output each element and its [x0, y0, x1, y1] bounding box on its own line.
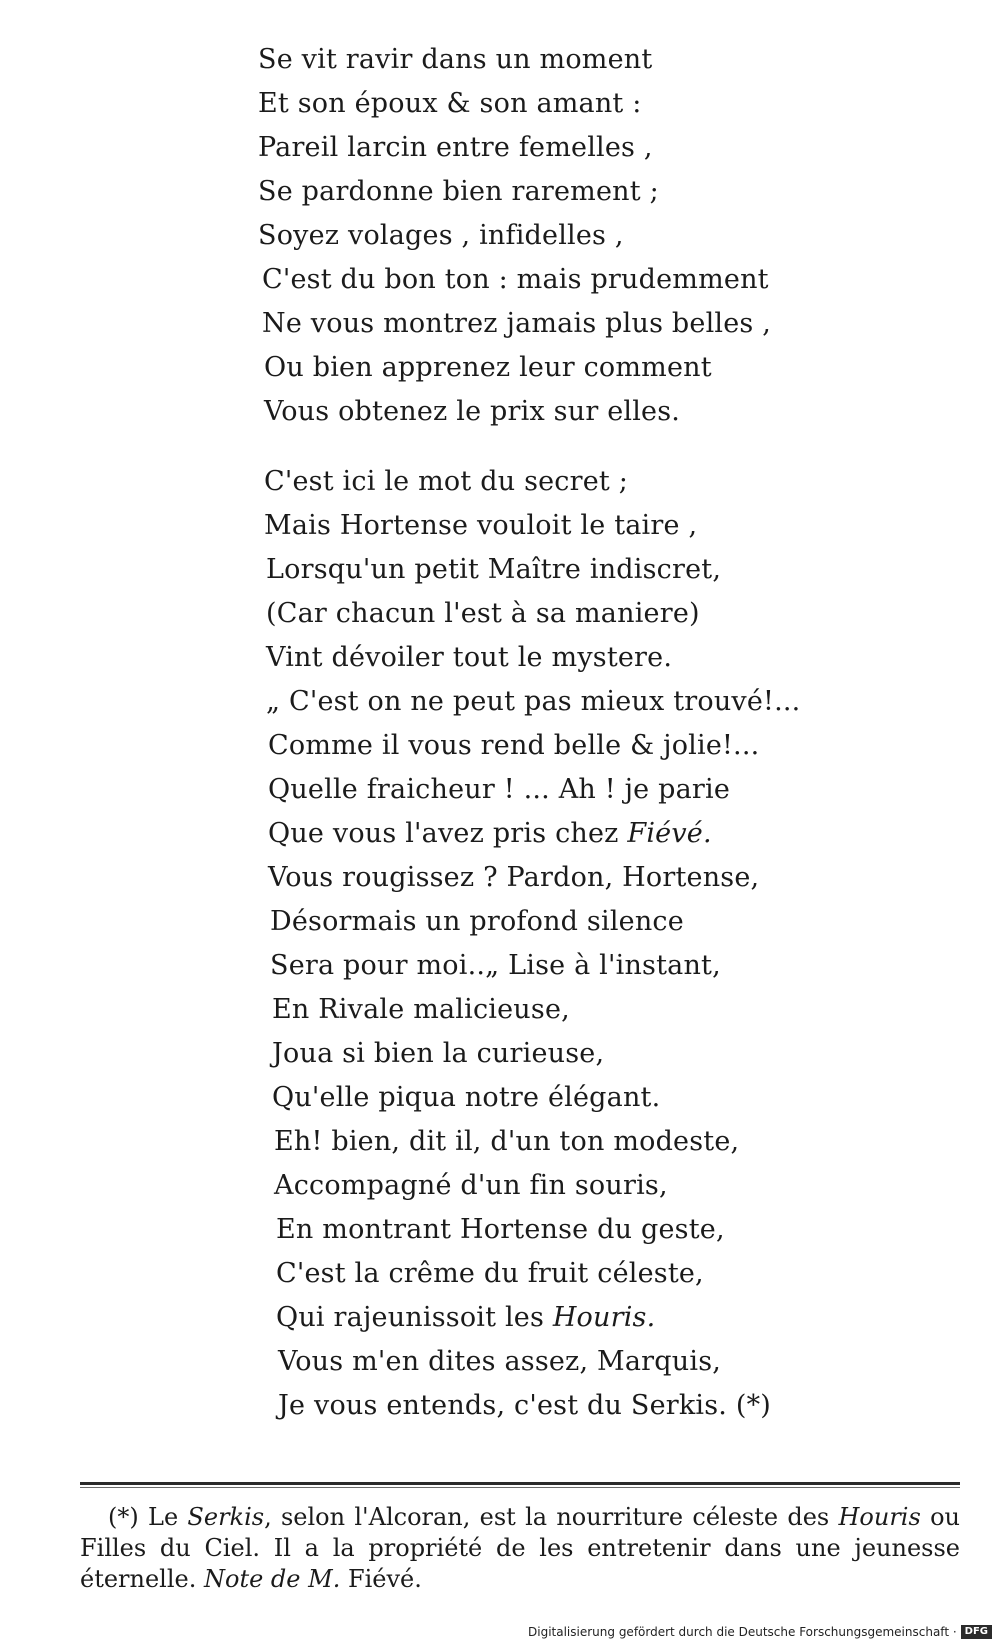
digitization-credit [528, 1625, 992, 1639]
poem-line: Mais Hortense vouloit le taire , [264, 510, 698, 541]
poem-line [268, 820, 712, 847]
poem-line: Désormais un profond silence [270, 906, 684, 937]
footnote-text: , selon l'Alcoran, est la nourriture céleste des [264, 1503, 839, 1531]
poem-line: Vous obtenez le prix sur elles. [264, 396, 681, 427]
poem-line: (Car chacun l'est à sa maniere) [266, 598, 700, 629]
poem-line: En Rivale malicieuse, [272, 994, 570, 1025]
footnote-marker: (*) [108, 1503, 139, 1531]
footnote-serkis: Serkis [187, 1503, 265, 1531]
poem-line: Vint dévoiler tout le mystere. [266, 642, 673, 673]
footnote-houris: Houris [838, 1503, 921, 1531]
footnote-text: Fiévé. [340, 1565, 422, 1593]
poem-line: Se pardonne bien rarement ; [258, 176, 659, 207]
poem-line: Vous rougissez ? Pardon, Hortense, [268, 862, 760, 893]
italic-houris: Houris. [552, 1302, 656, 1333]
poem-line: Joua si bien la curieuse, [272, 1038, 605, 1069]
footnote-text: ou Filles du Ciel. Il a la propriété de les entretenir dans une jeunesse éternelle. [80, 1503, 960, 1593]
poem-line [276, 1304, 655, 1331]
poem-line: Sera pour moi..„ Lise à l'instant, [270, 950, 721, 981]
poem-line: Accompagné d'un fin souris, [274, 1170, 668, 1201]
dfg-logo: DFG [961, 1625, 992, 1639]
poem-line: „ C'est on ne peut pas mieux trouvé!... [266, 686, 801, 717]
footnote-divider-thin [80, 1487, 960, 1488]
poem-line: Vous m'en dites assez, Marquis, [278, 1346, 722, 1377]
poem-line: Eh! bien, dit il, d'un ton modeste, [274, 1126, 740, 1157]
footnote [80, 1502, 960, 1595]
poem-line: Qu'elle piqua notre élégant. [272, 1082, 661, 1113]
poem-line: Se vit ravir dans un moment [258, 44, 653, 75]
poem-line: C'est ici le mot du secret ; [264, 466, 629, 497]
poem-line: Et son époux & son amant : [258, 88, 642, 119]
credit-text: Digitalisierung gefördert durch die Deutsche Forschungsgemeinschaft · [528, 1625, 957, 1639]
poem-line: Soyez volages , infidelles , [258, 220, 624, 251]
poem-line-text: Qui rajeunissoit les [276, 1302, 553, 1333]
poem-line: Ou bien apprenez leur comment [264, 352, 712, 383]
poem-line: Quelle fraicheur ! ... Ah ! je parie [268, 774, 731, 805]
poem-line: Pareil larcin entre femelles , [258, 132, 653, 163]
italic-fieve: Fiévé. [627, 818, 712, 849]
poem-line: C'est la crême du fruit céleste, [276, 1258, 704, 1289]
poem-line: Je vous entends, c'est du Serkis. (*) [278, 1390, 772, 1421]
footnote-text: Le [138, 1503, 188, 1531]
poem-line: En montrant Hortense du geste, [276, 1214, 725, 1245]
poem-line: Ne vous montrez jamais plus belles , [262, 308, 772, 339]
poem-line: Comme il vous rend belle & jolie!... [268, 730, 760, 761]
footnote-divider [80, 1482, 960, 1485]
footnote-note: Note de M. [204, 1565, 341, 1593]
poem-line: C'est du bon ton : mais prudemment [262, 264, 769, 295]
poem-line: Lorsqu'un petit Maître indiscret, [266, 554, 722, 585]
poem-line-text: Que vous l'avez pris chez [268, 818, 628, 849]
